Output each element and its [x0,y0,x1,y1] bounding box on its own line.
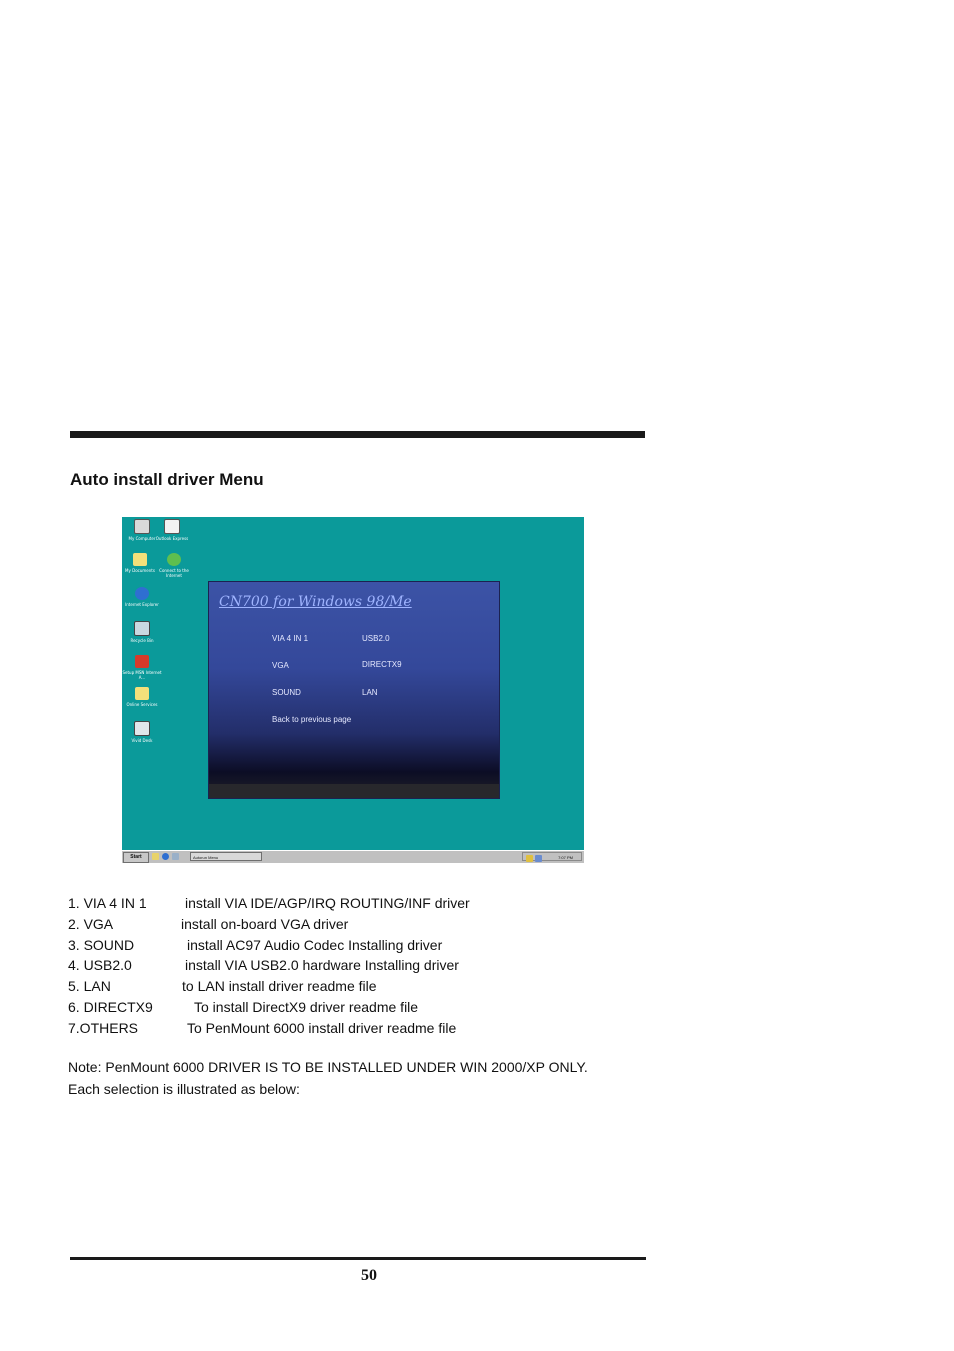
desktop-icon-connect-internet: Connect to the Internet [154,553,194,578]
menu-item-directx9[interactable]: DIRECTX9 [362,660,402,669]
desktop-icon-online-services: Online Services [122,687,162,707]
menu-item-sound[interactable]: SOUND [272,688,301,697]
tray-volume-icon[interactable] [526,855,533,862]
ie-icon [135,587,149,600]
section-title: Auto install driver Menu [70,470,264,489]
desktop-icon-my-computer: My Computer [122,519,162,541]
desktop-icon-internet-explorer: Internet Explorer [122,587,162,607]
menu-item-vga[interactable]: VGA [272,661,289,670]
quick-launch-desktop-icon[interactable] [152,853,159,860]
start-button[interactable]: Start [123,852,149,863]
folder-icon [135,687,149,700]
each-selection-text: Each selection is illustrated as below: [68,1081,300,1097]
desktop-icon-setup-msn: Setup MSN Internet A... [122,655,162,680]
menu-footer-bar [209,784,499,798]
desktop-icon-vivid-desk: Vivid Desk [122,721,162,743]
note-text: Note: PenMount 6000 DRIVER IS TO BE INSTALLED UNDER WIN 2000/XP ONLY. [68,1059,588,1075]
menu-item-back[interactable]: Back to previous page [272,715,352,724]
taskbar [122,850,584,863]
taskbar-task-autorun-menu[interactable]: Autorun Menu [190,852,262,861]
connect-icon [167,553,181,566]
menu-title: CN700 for Windows 98/Me [219,594,412,610]
page-number: 50 [361,1267,377,1284]
desktop-icon-outlook-express: Outlook Express [152,519,192,541]
desktop-icon-recycle-bin: Recycle Bin [122,621,162,643]
tray-network-icon[interactable] [535,855,542,862]
menu-item-via-4-in-1[interactable]: VIA 4 IN 1 [272,634,309,643]
clock: 7:07 PM [558,855,573,860]
bottom-divider [70,1257,646,1260]
system-tray [522,852,582,861]
autorun-menu-window [208,581,500,799]
folder-icon [133,553,147,566]
quick-launch-channels-icon[interactable] [172,853,179,860]
mail-icon [164,519,180,534]
recycle-bin-icon [134,621,150,636]
computer-icon [134,519,150,534]
top-divider [70,431,645,438]
desktop-icon-my-documents: My Documents [122,553,160,573]
msn-icon [135,655,149,668]
desk-icon [134,721,150,736]
quick-launch-ie-icon[interactable] [162,853,169,860]
menu-item-usb20[interactable]: USB2.0 [362,634,390,643]
desktop-screenshot [122,517,584,863]
menu-item-lan[interactable]: LAN [362,688,378,697]
